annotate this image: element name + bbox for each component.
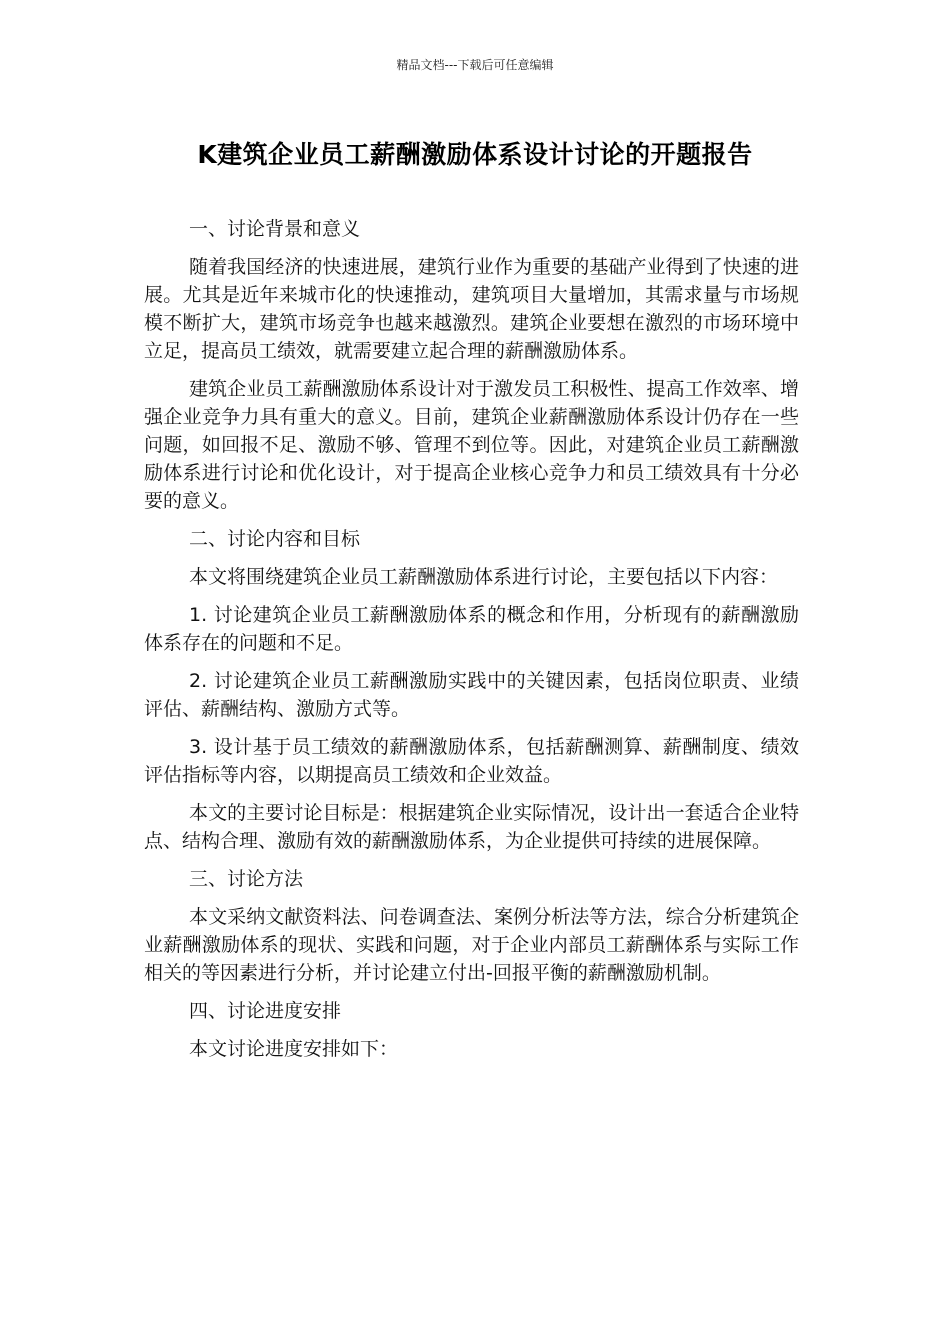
list-item-content-3: 3. 设计基于员工绩效的薪酬激励体系，包括薪酬测算、薪酬制度、绩效评估指标等内容，以期提高员工绩效和企业效益。 xyxy=(144,736,799,786)
section-heading-background: 一、讨论背景和意义 xyxy=(189,218,361,240)
paragraph-background-2: 建筑企业员工薪酬激励体系设计对于激发员工积极性、提高工作效率、增强企业竞争力具有重大的意义。目前，建筑企业薪酬激励体系设计仍存在一些问题，如回报不足、激励不够、管理不到位等。因此，对建筑企业员工薪酬激励体系进行讨论和优化设计，对于提高企业核心竞争力和员工绩效具有十分必要的意义。 xyxy=(144,378,799,512)
paragraph-background-1: 随着我国经济的快速进展，建筑行业作为重要的基础产业得到了快速的进展。尤其是近年来城市化的快速推动，建筑项目大量增加，其需求量与市场规模不断扩大，建筑市场竞争也越来越激烈。建筑企业要想在激烈的市场环境中立足，提高员工绩效，就需要建立起合理的薪酬激励体系。 xyxy=(144,256,799,362)
list-item-content-1: 1. 讨论建筑企业员工薪酬激励体系的概念和作用，分析现有的薪酬激励体系存在的问题和不足。 xyxy=(144,604,799,654)
section-heading-schedule: 四、讨论进度安排 xyxy=(189,1000,342,1022)
list-item-content-2: 2. 讨论建筑企业员工薪酬激励实践中的关键因素，包括岗位职责、业绩评估、薪酬结构、激励方式等。 xyxy=(144,670,799,720)
section-heading-methods: 三、讨论方法 xyxy=(189,868,304,890)
document-body xyxy=(144,215,799,1073)
paragraph-schedule: 本文讨论进度安排如下： xyxy=(189,1038,399,1060)
paragraph-content-intro: 本文将围绕建筑企业员工薪酬激励体系进行讨论，主要包括以下内容： xyxy=(189,566,779,588)
section-heading-content-goals: 二、讨论内容和目标 xyxy=(189,528,361,550)
paragraph-goal: 本文的主要讨论目标是：根据建筑企业实际情况，设计出一套适合企业特点、结构合理、激励有效的薪酬激励体系，为企业提供可持续的进展保障。 xyxy=(144,802,799,852)
document-title: K建筑企业员工薪酬激励体系设计讨论的开题报告 xyxy=(197,140,753,169)
paragraph-methods: 本文采纳文献资料法、问卷调查法、案例分析法等方法，综合分析建筑企业薪酬激励体系的现状、实践和问题，对于企业内部员工薪酬体系与实际工作相关的等因素进行分析，并讨论建立付出-回报平衡的薪酬激励机制。 xyxy=(144,906,799,984)
header-note: 精品文档---下载后可任意编辑 xyxy=(396,58,554,72)
